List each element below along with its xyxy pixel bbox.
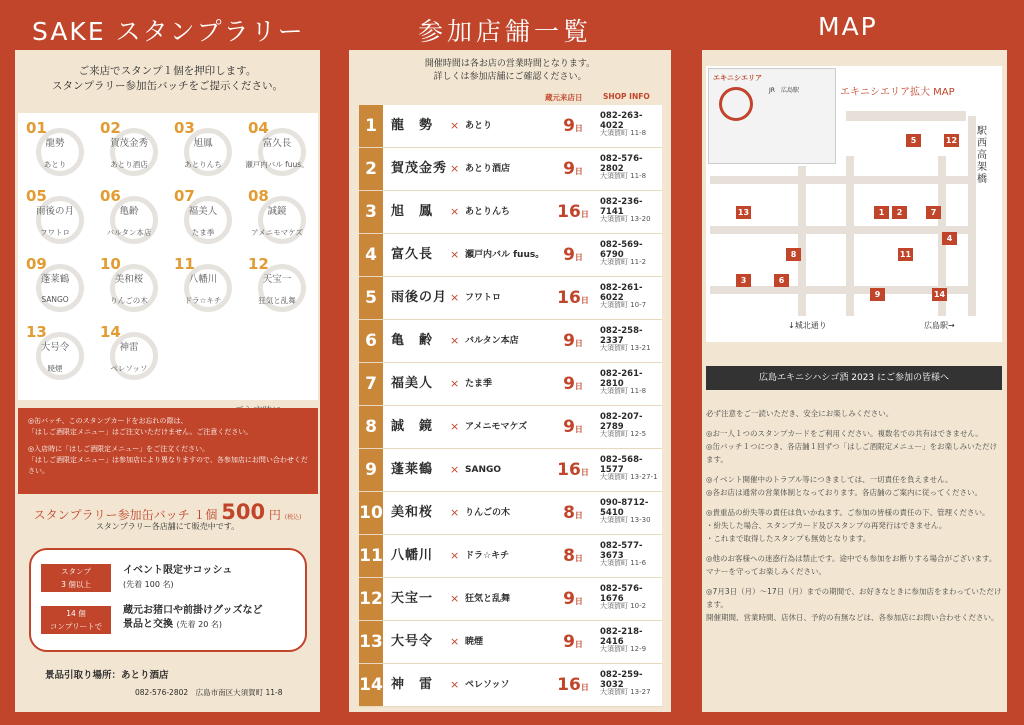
shop-phone: 082-207-2789 [600,412,643,432]
shop-row [359,664,662,707]
station-label: JR 広島駅 [769,87,799,94]
visit-day [554,277,592,322]
visit-day [554,535,592,580]
reward1-text: イベント限定サコッシュ (先着 100 名) [123,565,233,589]
shop-phone: 082-259-3032 [600,670,643,690]
visit-day-value: 9 [563,374,575,394]
shop-number: 8 [359,406,383,448]
visit-day-value: 9 [563,116,575,136]
map-marker: 1 [874,206,889,219]
visit-day [554,234,592,279]
cross-icon: × [450,205,460,218]
visit-day [554,105,592,150]
shop-brand: 福美人 [391,376,434,391]
shop-list [359,105,662,707]
stamp-slot [166,251,240,319]
visit-day [554,664,592,709]
shop-brand: 蓬莱鶴 [391,462,434,477]
shop-row [359,492,662,535]
reward2-pill: 14 個 コンプリートで [41,606,111,634]
shop-number: 7 [359,363,383,405]
badge-price: スタンプラリー参加缶バッチ １個 500 円 (税込) [33,500,302,524]
stamp-shop: ペレソッソ [110,364,148,373]
shop-name: りんごの木 [465,508,511,518]
shop-name: ドラ☆キチ [465,551,510,561]
shop-name: あとりんち [465,207,511,217]
map-marker: 3 [736,274,751,287]
shop-row [359,535,662,578]
shop-number: 14 [359,664,383,706]
shop-row [359,363,662,406]
shop-number: 1 [359,105,383,147]
visit-day-value: 9 [563,159,575,179]
shop-brand: 亀 齢 [391,333,434,348]
visit-day-value: 9 [563,589,575,609]
cross-icon: × [450,635,460,648]
stamp-brand: 福美人 [188,206,218,217]
shop-number: 13 [359,621,383,663]
stamp-brand: 大号令 [40,342,70,353]
stamp-number: 13 [26,323,47,341]
overview-map [708,68,836,164]
shop-brand: 八幡川 [391,548,434,563]
shop-brand: 誠 鏡 [391,419,434,434]
road [798,166,806,316]
reward2-text: 蔵元お猪口や前掛けグッズなど 景品と交換 (先着 20 名) [123,605,263,630]
shop-brand: 旭 鳳 [391,204,434,219]
stamp-brand: 亀齢 [119,206,139,217]
shop-address: 大須賀町 13-30 [600,516,651,524]
shop-number: 11 [359,535,383,577]
visit-day-value: 8 [563,546,575,566]
day-unit: 日 [574,124,583,133]
map-marker: 14 [933,290,946,299]
shop-number: 2 [359,148,383,190]
stamp-brand: 天宝一 [262,274,292,285]
shop-brand: 美和桜 [391,505,434,520]
shop-row [359,105,662,148]
stamp-shop: 暁煙 [47,364,63,373]
shop-row [359,320,662,363]
map-marker: 11 [899,250,912,259]
shop-name: あとり [465,121,493,131]
road [846,111,966,121]
stamp-number: 02 [100,119,121,137]
stamp-slot [92,183,166,251]
shop-list-panel [349,50,671,712]
stamp-shop: あとり酒店 [110,160,148,169]
map-marker: 12 [945,136,958,145]
shop-address: 大須賀町 13-27-1 [600,473,658,481]
shop-number: 5 [359,277,383,319]
cross-icon: × [450,420,460,433]
stamp-shop: あとり [43,160,67,169]
stamp-slot [166,115,240,183]
map-marker: 2 [892,206,907,219]
visit-day-value: 9 [563,331,575,351]
shop-phone: 090-8712-5410 [600,498,649,518]
road [710,286,968,294]
shop-row [359,191,662,234]
shop-name: 瀬戸内バル fuus。 [465,250,545,260]
day-unit: 日 [574,640,583,649]
shop-phone: 082-576-2802 [600,154,643,174]
shop-brand: 賀茂金秀 [391,161,448,176]
shop-number: 4 [359,234,383,276]
cross-icon: × [450,506,460,519]
stamp-number: 11 [174,255,195,273]
cross-icon: × [450,549,460,562]
cross-icon: × [450,248,460,261]
shop-name: アメニモマケズ [465,422,528,432]
to-station-label: 広島駅→ [924,321,955,330]
visit-day-value: 16 [557,675,581,695]
stamp-slot [18,319,92,387]
visit-day [554,578,592,623]
shop-phone: 082-263-4022 [600,111,643,131]
shop-name: 暁煙 [465,637,484,647]
stamp-shop: フワトロ [40,228,70,237]
stamp-number: 12 [248,255,269,273]
visit-day-value: 8 [563,503,575,523]
stamp-rally-title: SAKE スタンプラリー [32,17,305,46]
visit-day [554,406,592,451]
shop-phone: 082-569-6790 [600,240,643,260]
day-unit: 日 [574,597,583,606]
notice-banner: 広島エキニシハシゴ酒 2023 にご参加の皆様へ [706,366,1002,390]
shop-address: 大須賀町 11-8 [600,172,647,180]
shop-phone: 082-568-1577 [600,455,643,475]
shop-address: 大須賀町 13-27 [600,688,651,696]
shop-address: 大須賀町 10-7 [600,301,647,309]
stamp-shop: SANGO [41,295,69,304]
shop-brand: 大号令 [391,634,434,649]
shop-intro: 開催時間は各お店の営業時間となります。 詳しくは参加店舗にご確認ください。 [424,59,596,82]
cross-icon: × [450,592,460,605]
stamp-slot [18,115,92,183]
stamp-shop: バルタン本店 [106,228,152,237]
stamp-number: 05 [26,187,47,205]
visit-day [554,148,592,193]
stamp-brand: 蓬莱鶴 [40,274,70,285]
col-shop-info: SHOP INFO [603,92,650,101]
day-unit: 日 [574,167,583,176]
stamp-slot [92,319,166,387]
stamp-brand: 龍勢 [45,138,65,149]
visit-day [554,320,592,365]
map-title: MAP [818,12,878,41]
shop-name: バルタン本店 [465,336,519,346]
street-label: ↓城北通り [788,321,827,330]
shop-number: 12 [359,578,383,620]
pickup-info: 082-576-2802 広島市南区大須賀町 11-8 [135,688,283,697]
visit-day [554,621,592,666]
col-visit-day: 蔵元来店日 [545,93,583,102]
shop-address: 大須賀町 10-2 [600,602,647,610]
caution-box: ◎缶バッチ、このスタンプカードをお忘れの際は、 「はしご酒限定メニュー」はご注文いただけません。ご注意ください。 ◎入店時に「はしご酒限定メニュー」をご注文ください。 「はしご酒限定メニュー」は参加店により異なりますので、各参加店にお問い合わせください。 [18,408,318,494]
day-unit: 日 [574,425,583,434]
stamp-shop: りんごの木 [110,296,148,305]
visit-day [554,492,592,537]
shop-row [359,578,662,621]
shop-phone: 082-218-2416 [600,627,643,647]
day-unit: 日 [574,339,583,348]
map-marker: 9 [870,288,885,301]
stamp-brand: 雨後の月 [35,206,74,217]
visit-day-value: 9 [563,245,575,265]
stamp-slot [166,183,240,251]
shop-phone: 082-577-3673 [600,541,643,561]
stamp-number: 10 [100,255,121,273]
stamp-shop: 瀬戸内バル fuus。 [245,160,309,169]
visit-day-value: 16 [557,460,581,480]
shop-address: 大須賀町 11-8 [600,387,647,395]
stamp-number: 01 [26,119,47,137]
shop-name: あとり酒店 [465,164,511,174]
cross-icon: × [450,678,460,691]
shop-brand: 雨後の月 [391,290,448,305]
shop-row [359,234,662,277]
stamp-brand: 美和桜 [114,274,144,285]
visit-day [554,363,592,408]
map-marker: 7 [926,206,941,219]
visit-day-value: 16 [557,288,581,308]
map-marker: 5 [906,134,921,147]
shop-phone: 082-576-1676 [600,584,643,604]
map-panel [702,50,1007,712]
stamp-number: 08 [248,187,269,205]
shop-address: 大須賀町 11-8 [600,129,647,137]
shop-row [359,277,662,320]
stamp-slot [240,251,314,319]
stamp-brand: 富久長 [262,138,292,149]
badge-sale-text: スタンプラリー各店舗にて販売中です。 [95,522,240,531]
shop-number: 10 [359,492,383,534]
stamp-intro: ご来店でスタンプ１個を押印します。 スタンプラリー参加缶バッチをご提示ください。 [52,65,283,92]
road [710,176,968,184]
shop-row [359,449,662,492]
day-unit: 日 [574,511,583,520]
map-marker: 4 [942,232,957,245]
stamp-number: 03 [174,119,195,137]
stamp-brand: 誠鏡 [267,206,287,217]
cross-icon: × [450,463,460,476]
map-marker: 8 [786,248,801,261]
shop-brand: 神 雷 [391,677,434,692]
shops-title: 参加店舗一覧 [418,17,593,46]
shop-address: 大須賀町 13-20 [600,215,651,223]
shop-phone: 082-261-2810 [600,369,643,389]
shop-number: 9 [359,449,383,491]
bridge-label: 駅西高架橋 [977,126,987,185]
cross-icon: × [450,334,460,347]
day-unit: 日 [580,683,589,692]
cross-icon: × [450,377,460,390]
shop-phone: 082-258-2337 [600,326,643,346]
shop-name: フワトロ [465,293,502,303]
shop-brand: 富久長 [391,247,434,262]
shop-phone: 082-236-7141 [600,197,643,217]
stamp-brand: 旭鳳 [193,138,213,149]
day-unit: 日 [574,382,583,391]
shop-brand: 天宝一 [391,591,434,606]
shop-number: 6 [359,320,383,362]
stamp-slot [240,183,314,251]
cross-icon: × [450,162,460,175]
stamp-number: 07 [174,187,195,205]
area-circle [719,87,753,121]
visit-day-value: 9 [563,417,575,437]
stamp-slot [240,115,314,183]
stamp-brand: 賀茂金秀 [109,138,148,149]
shop-name: 狂気と乱舞 [465,594,511,604]
shop-address: 大須賀町 13-21 [600,344,651,352]
shop-name: SANGO [465,465,502,475]
map-marker: 13 [737,208,750,217]
stamp-slot [92,251,166,319]
day-unit: 日 [580,296,589,305]
shop-row [359,148,662,191]
road [968,116,976,316]
stamp-slot [18,183,92,251]
cross-icon: × [450,291,460,304]
road [710,226,968,234]
stamp-shop: アメニモマケズ [251,228,303,237]
stamp-panel [15,50,320,712]
stamp-number: 14 [100,323,121,341]
shop-row [359,406,662,449]
shop-name: ペレソッソ [465,680,510,690]
reward1-pill: スタンプ 3 個以上 [41,564,111,592]
shop-phone: 082-261-6022 [600,283,643,303]
area-map [706,66,1002,342]
stamp-brand: 八幡川 [188,274,218,285]
stamp-shop: たま季 [191,228,215,237]
stamp-number: 06 [100,187,121,205]
zoom-map-title: エキニシエリア拡大 MAP [840,87,955,98]
shop-address: 大須賀町 12-5 [600,430,647,438]
shop-address: 大須賀町 11-6 [600,559,647,567]
day-unit: 日 [574,554,583,563]
shop-row [359,621,662,664]
area-label: エキニシエリア [713,74,762,82]
shop-number: 3 [359,191,383,233]
visit-day-value: 9 [563,632,575,652]
map-marker: 6 [774,274,789,287]
day-unit: 日 [580,468,589,477]
stamp-shop: ドラ☆キチ [184,296,222,305]
shop-name: たま季 [465,379,493,389]
shop-brand: 龍 勢 [391,118,434,133]
stamp-brand: 神雷 [119,342,139,353]
reward-frame [29,548,307,652]
stamp-slot [92,115,166,183]
cross-icon: × [450,119,460,132]
day-unit: 日 [574,253,583,262]
shop-address: 大須賀町 12-9 [600,645,647,653]
stamp-shop: 狂気と乱舞 [258,296,296,305]
stamp-grid [18,113,318,400]
shop-address: 大須賀町 11-2 [600,258,647,266]
rules-list: 必ず注意をご一読いただき、安全にお楽しみください。 ◎お一人１つのスタンプカードをご利用ください。複数名での共有はできません。 ◎缶バッチ１つにつき、各店舗１回ずつ「はしご酒限定メニュー」をお楽しみいただけます。 ◎イベント開催中のトラブル等につきましては、一切責任を負えません。 ◎各お店は通常の営業体制となっております。各店舗のご案内に従ってください。 ◎貴重品の紛失等の責任は負いかねます。ご参加の皆様の責任の下、管理ください。 ・紛失した場合、スタンプカード及びスタンプの再発行はできません。 ・これまで取得したスタンプも無効となります。 ◎他のお客様への迷惑行為は禁止です。途中でも参加をお断りする場合がございます。マナーを守ってお楽しみください。 ◎7月3日（月）～17日（月）までの期間で、お好きなときに参加店をまわっていただけます。 開催期間、営業時間、店休日、予約の有無などは、各参加店にお問い合わせください。 [706,409,1002,622]
visit-day [554,191,592,236]
stamp-slot [18,251,92,319]
stamp-number: 09 [26,255,47,273]
visit-day-value: 16 [557,202,581,222]
day-unit: 日 [580,210,589,219]
stamp-number: 04 [248,119,269,137]
visit-day [554,449,592,494]
pickup-label: 景品引取り場所：あとり酒店 [45,670,169,681]
road [846,156,854,316]
stamp-shop: あとりんち [184,160,222,169]
